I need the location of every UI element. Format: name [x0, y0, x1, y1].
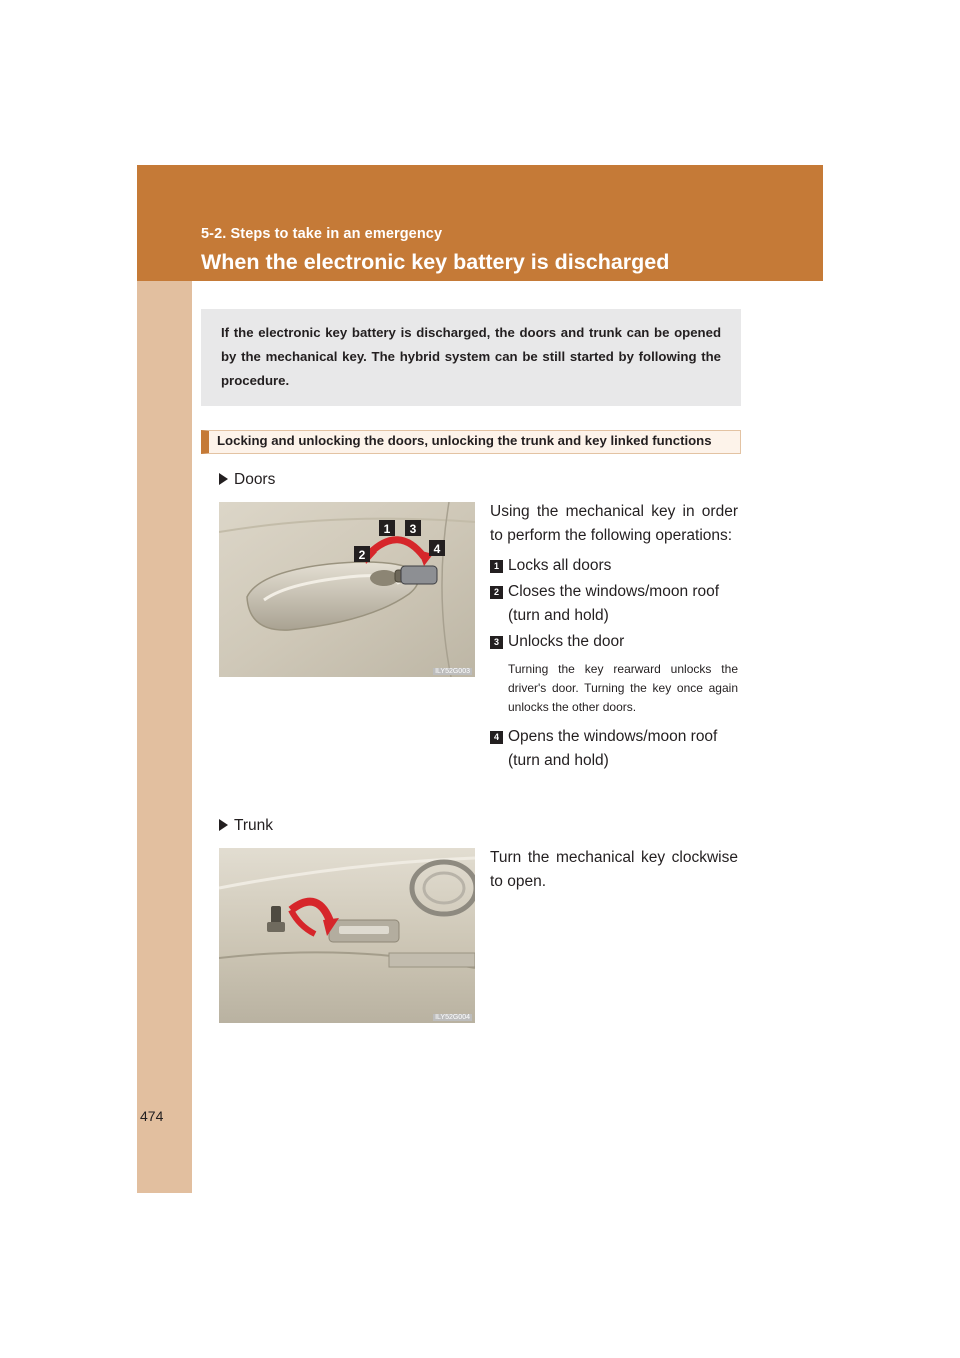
- doors-text: [490, 500, 738, 773]
- trunk-description: Turn the mechanical key clockwise to open.: [490, 849, 738, 890]
- doors-description: Using the mechanical key in order to perform the following operations:: [490, 503, 738, 544]
- step-number-icon: 3: [490, 636, 503, 649]
- svg-text:3: 3: [409, 522, 417, 536]
- sidebar-strip: [137, 165, 192, 1193]
- subheading: Locking and unlocking the doors, unlocking the trunk and key linked functions: [201, 430, 741, 454]
- svg-text:1: 1: [383, 522, 391, 536]
- page-title: When the electronic key battery is discharged: [201, 250, 670, 274]
- intro-box: If the electronic key battery is discharged, the doors and trunk can be opened by the mechanical key. The hybrid system can be still started by following the procedure.: [201, 309, 741, 406]
- step-1: 1 Locks all doors: [490, 554, 738, 578]
- doors-label: Doors: [234, 471, 276, 488]
- callout-1: [379, 520, 395, 536]
- step-3-note: Turning the key rearward unlocks the driver's door. Turning the key once again unlocks the other doors.: [508, 662, 738, 714]
- callout-2: [354, 546, 370, 562]
- step-number-icon: 1: [490, 560, 503, 573]
- callout-3: [405, 520, 421, 536]
- svg-text:2: 2: [358, 548, 366, 562]
- triangle-bullet-icon: [219, 819, 228, 831]
- step-2: 2 Closes the windows/moon roof (turn and hold): [490, 580, 738, 628]
- step-3: 3 Unlocks the door: [490, 630, 738, 654]
- callout-4: [429, 540, 445, 556]
- page-number: 474: [140, 1108, 164, 1124]
- photo-code: ILY52G003: [435, 668, 470, 675]
- trunk-label: Trunk: [234, 817, 274, 834]
- step-4: 4 Opens the windows/moon roof (turn and hold): [490, 725, 738, 773]
- section-label: 5-2. Steps to take in an emergency: [201, 226, 443, 242]
- door-handle-photo: [219, 502, 475, 677]
- step-number-icon: 4: [490, 731, 503, 744]
- trunk-photo: [219, 848, 475, 1023]
- trunk-bullet: [219, 817, 273, 835]
- triangle-bullet-icon: [219, 473, 228, 485]
- svg-text:4: 4: [433, 542, 441, 556]
- photo-code: ILY52G004: [435, 1014, 470, 1021]
- doors-bullet: [219, 471, 275, 489]
- step-number-icon: 2: [490, 586, 503, 599]
